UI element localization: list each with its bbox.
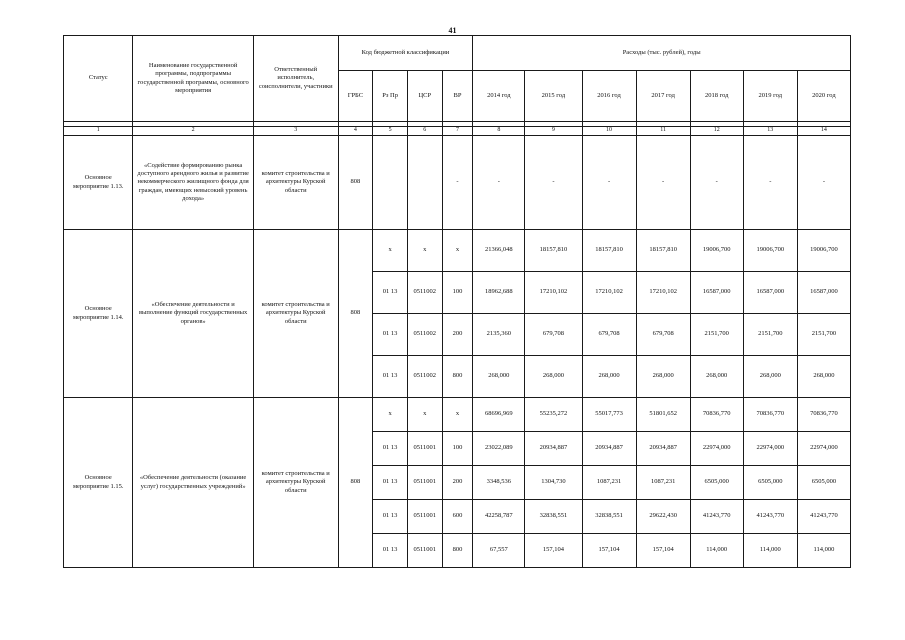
cell-expense: 67,557 (473, 534, 525, 568)
cell-expense: 70836,770 (797, 398, 850, 432)
cell-csr: 0511001 (407, 500, 442, 534)
measure-name: «Обеспечение деятельности и выполнение функций государственных органов» (133, 230, 253, 398)
cell-expense: - (473, 136, 525, 230)
header-year-2015: 2015 год (525, 71, 582, 122)
cell-vr: х (442, 230, 473, 272)
cell-expense: 157,104 (582, 534, 636, 568)
cell-expense: 1304,730 (525, 466, 582, 500)
header-year-2019: 2019 год (743, 71, 797, 122)
cell-expense: 16587,000 (797, 272, 850, 314)
cell-expense: 268,000 (636, 356, 690, 398)
measure-status: Основное мероприятие 1.15. (64, 398, 133, 568)
cell-expense: 22974,000 (690, 432, 743, 466)
cell-expense: 268,000 (690, 356, 743, 398)
cell-expense: 21366,048 (473, 230, 525, 272)
measure-grbs: 808 (338, 398, 373, 568)
table-row (64, 230, 851, 272)
cell-csr: 0511002 (407, 356, 442, 398)
header-year-2014: 2014 год (473, 71, 525, 122)
cell-vr: 200 (442, 466, 473, 500)
header-year-2018: 2018 год (690, 71, 743, 122)
measure-responsible: комитет строительства и архитектуры Курской области (253, 398, 338, 568)
cell-expense: 6505,000 (690, 466, 743, 500)
cell-expense: 16587,000 (690, 272, 743, 314)
header-responsible: Ответственный исполнитель, соисполнители, участники (253, 36, 338, 122)
cell-csr: 0511001 (407, 534, 442, 568)
cell-expense: 18157,810 (582, 230, 636, 272)
cell-csr: 0511002 (407, 272, 442, 314)
cell-expense: 41243,770 (743, 500, 797, 534)
budget-table (63, 35, 851, 568)
column-number: 5 (373, 127, 408, 136)
cell-vr: 800 (442, 356, 473, 398)
column-number-row (64, 127, 851, 136)
column-number: 4 (338, 127, 373, 136)
cell-rzpr (373, 136, 408, 230)
cell-expense: 18157,810 (525, 230, 582, 272)
cell-expense: 32838,551 (525, 500, 582, 534)
cell-expense: 19006,700 (690, 230, 743, 272)
cell-expense: - (797, 136, 850, 230)
header-program-name: Наименование государственной программы, подпрограммы государственной программы, основного мероприятия (133, 36, 253, 122)
cell-rzpr: 01 13 (373, 466, 408, 500)
cell-expense: 1087,231 (582, 466, 636, 500)
cell-expense: 70836,770 (690, 398, 743, 432)
measure-name: «Содействие формированию рынка доступного арендного жилья и развитие некоммерческого жилищного фонда для граждан, имеющих невысокий уровень дохода» (133, 136, 253, 230)
cell-expense: 268,000 (797, 356, 850, 398)
column-number: 3 (253, 127, 338, 136)
column-number: 12 (690, 127, 743, 136)
cell-expense: 679,708 (636, 314, 690, 356)
cell-expense: - (743, 136, 797, 230)
cell-rzpr: 01 13 (373, 314, 408, 356)
cell-expense: 3348,536 (473, 466, 525, 500)
cell-expense: - (525, 136, 582, 230)
measure-responsible: комитет строительства и архитектуры Курской области (253, 230, 338, 398)
cell-expense: 114,000 (743, 534, 797, 568)
cell-expense: 51801,652 (636, 398, 690, 432)
measure-status: Основное мероприятие 1.13. (64, 136, 133, 230)
header-budget-code: Код бюджетной классификации (338, 36, 473, 71)
cell-expense: 18157,810 (636, 230, 690, 272)
cell-expense: 17210,102 (582, 272, 636, 314)
cell-expense: 20934,887 (525, 432, 582, 466)
column-number: 6 (407, 127, 442, 136)
column-number: 13 (743, 127, 797, 136)
cell-csr: х (407, 230, 442, 272)
cell-expense: 41243,770 (797, 500, 850, 534)
cell-vr: 200 (442, 314, 473, 356)
cell-expense: 6505,000 (743, 466, 797, 500)
cell-expense: 55235,272 (525, 398, 582, 432)
measure-grbs: 808 (338, 136, 373, 230)
column-number: 11 (636, 127, 690, 136)
cell-expense: 679,708 (525, 314, 582, 356)
cell-expense: 22974,000 (743, 432, 797, 466)
measure-name: «Обеспечение деятельности (оказание услуг) государственных учреждений» (133, 398, 253, 568)
cell-expense: 19006,700 (797, 230, 850, 272)
cell-expense: 268,000 (743, 356, 797, 398)
table-row (64, 136, 851, 230)
header-vr: ВР (442, 71, 473, 122)
header-year-2016: 2016 год (582, 71, 636, 122)
cell-vr: 100 (442, 432, 473, 466)
cell-expense: 679,708 (582, 314, 636, 356)
column-number: 10 (582, 127, 636, 136)
column-number: 1 (64, 127, 133, 136)
cell-csr (407, 136, 442, 230)
cell-expense: 18962,688 (473, 272, 525, 314)
header-year-2017: 2017 год (636, 71, 690, 122)
cell-vr: - (442, 136, 473, 230)
measure-grbs: 808 (338, 230, 373, 398)
cell-vr: х (442, 398, 473, 432)
cell-expense: - (690, 136, 743, 230)
cell-expense: 1087,231 (636, 466, 690, 500)
cell-expense: 29622,430 (636, 500, 690, 534)
cell-expense: 2151,700 (690, 314, 743, 356)
cell-expense: 68696,969 (473, 398, 525, 432)
cell-expense: 41243,770 (690, 500, 743, 534)
cell-expense: 114,000 (690, 534, 743, 568)
header-rzpr: Рз Пр (373, 71, 408, 122)
cell-vr: 600 (442, 500, 473, 534)
measure-responsible: комитет строительства и архитектуры Курской области (253, 136, 338, 230)
cell-expense: 17210,102 (525, 272, 582, 314)
cell-expense: 114,000 (797, 534, 850, 568)
cell-expense: 2135,360 (473, 314, 525, 356)
cell-expense: 23022,089 (473, 432, 525, 466)
cell-csr: 0511001 (407, 432, 442, 466)
cell-expense: 2151,700 (797, 314, 850, 356)
header-csr: ЦСР (407, 71, 442, 122)
cell-expense: 19006,700 (743, 230, 797, 272)
page-number: 41 (448, 26, 457, 35)
cell-expense: 157,104 (525, 534, 582, 568)
cell-csr: 0511001 (407, 466, 442, 500)
cell-expense: - (582, 136, 636, 230)
cell-expense: 70836,770 (743, 398, 797, 432)
cell-expense: 16587,000 (743, 272, 797, 314)
cell-csr: 0511002 (407, 314, 442, 356)
cell-expense: 55017,773 (582, 398, 636, 432)
cell-rzpr: 01 13 (373, 356, 408, 398)
cell-expense: 17210,102 (636, 272, 690, 314)
column-number: 9 (525, 127, 582, 136)
cell-expense: 20934,887 (636, 432, 690, 466)
cell-rzpr: х (373, 230, 408, 272)
cell-vr: 800 (442, 534, 473, 568)
column-number: 8 (473, 127, 525, 136)
cell-rzpr: 01 13 (373, 272, 408, 314)
measure-status: Основное мероприятие 1.14. (64, 230, 133, 398)
cell-expense: 157,104 (636, 534, 690, 568)
cell-expense: 268,000 (525, 356, 582, 398)
cell-rzpr: 01 13 (373, 500, 408, 534)
column-number: 14 (797, 127, 850, 136)
header-year-2020: 2020 год (797, 71, 850, 122)
cell-csr: х (407, 398, 442, 432)
cell-rzpr: х (373, 398, 408, 432)
table-row (64, 398, 851, 432)
cell-expense: 20934,887 (582, 432, 636, 466)
cell-expense: 2151,700 (743, 314, 797, 356)
column-number: 2 (133, 127, 253, 136)
cell-expense: 6505,000 (797, 466, 850, 500)
cell-expense: 42258,787 (473, 500, 525, 534)
cell-expense: 268,000 (473, 356, 525, 398)
cell-expense: - (636, 136, 690, 230)
cell-vr: 100 (442, 272, 473, 314)
cell-expense: 22974,000 (797, 432, 850, 466)
cell-rzpr: 01 13 (373, 432, 408, 466)
column-number: 7 (442, 127, 473, 136)
header-grbs: ГРБС (338, 71, 373, 122)
cell-rzpr: 01 13 (373, 534, 408, 568)
cell-expense: 32838,551 (582, 500, 636, 534)
header-status: Статус (64, 36, 133, 122)
header-expenses: Расходы (тыс. рублей), годы (473, 36, 851, 71)
cell-expense: 268,000 (582, 356, 636, 398)
